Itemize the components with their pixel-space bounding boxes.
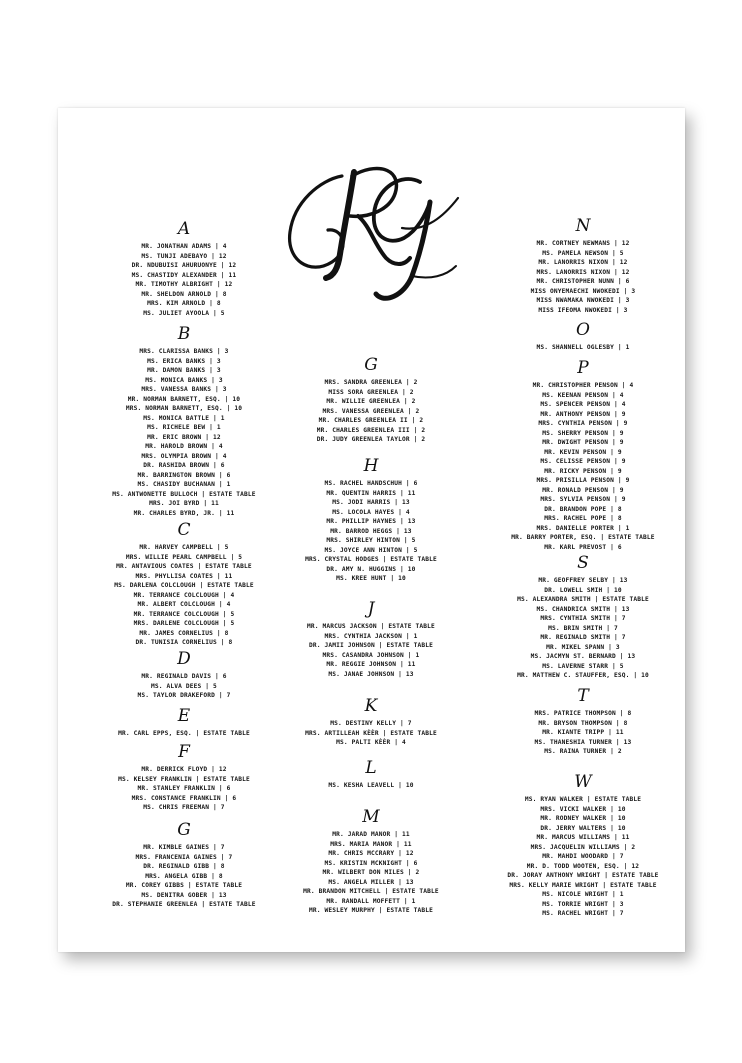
guest-entry: MR. SHELDON ARNOLD | 8 (141, 290, 227, 298)
guest-entry: MR. CHARLES GREENLEA II | 2 (318, 417, 424, 424)
guest-entry: MISS IFEOMA NWOKEDI | 3 (538, 306, 628, 314)
section-letter: K (364, 696, 378, 716)
guest-entry: MS. TAYLOR DRAKEFORD | 7 (137, 692, 231, 699)
section-letter: O (576, 320, 590, 340)
guest-entry: MRS. CYNTHIA SMITH | 7 (540, 615, 626, 622)
guest-entry: MS. RACHEL HANDSCHUH | 6 (324, 480, 418, 487)
guest-entry: MR. CHRISTOPHER NUNN | 6 (536, 278, 630, 285)
guest-entry: MS. JULIET AYOOLA | 5 (143, 309, 225, 317)
guest-entry: DR. JUDY GREENLEA TAYLOR | 2 (316, 436, 426, 443)
guest-entry: MS. PALTI KÈÈR | 4 (336, 739, 406, 746)
guest-entry: MR. MATTHEW C. STAUFFER, ESQ. | 10 (517, 672, 649, 679)
seating-chart-paper (58, 108, 685, 952)
guest-entry: MS. KREE HUNT | 10 (336, 575, 406, 582)
guest-entry: MRS. SYLVIA PENSON | 9 (540, 496, 626, 503)
guest-entry: MS. CHRIS FREEMAN | 7 (143, 804, 225, 811)
alpha-section (478, 218, 688, 315)
guest-entry: MRS. WILLIE PEARL CAMPBELL | 5 (125, 553, 243, 561)
guest-entry: MS. RICHELE BEW | 1 (147, 424, 221, 431)
guest-entry: MR. KIANTE TRIPP | 11 (542, 729, 624, 736)
guest-entry: MRS. KIM ARNOLD | 8 (147, 300, 221, 307)
guest-entry: MR. WESLEY MURPHY | ESTATE TABLE (308, 907, 433, 914)
guest-entry: MR. RANDALL MOFFETT | 1 (326, 897, 416, 905)
section-letter: L (365, 758, 377, 778)
guest-entry: MRS. ANGELA GIBB | 8 (145, 872, 223, 880)
guest-entry: MS. ALEXANDRA SMITH | ESTATE TABLE (517, 596, 649, 603)
guest-entry: MR. RONALD PENSON | 9 (542, 486, 624, 494)
guest-entry: DR. JAMII JOHNSON | ESTATE TABLE (308, 642, 433, 649)
alpha-section (478, 774, 688, 919)
guest-entry: MR. TIMOTHY ALBRIGHT | 12 (135, 281, 233, 288)
alpha-section (266, 458, 476, 584)
guest-entry: MRS. DARLENE COLCLOUGH | 5 (133, 620, 235, 627)
section-letter: G (177, 820, 191, 840)
guest-entry: MS. CELISSE PENSON | 9 (540, 458, 626, 465)
guest-entry: MR. REGINALD SMITH | 7 (540, 634, 626, 641)
alpha-section (79, 326, 289, 518)
section-letter: M (362, 807, 380, 827)
guest-entry: MISS ONYEMAECHI NWOKEDI | 3 (530, 287, 636, 295)
guest-entry: MS. ANGELA MILLER | 13 (328, 878, 414, 886)
guest-entry: DR. STEPHANIE GREENLEA | ESTATE TABLE (112, 901, 256, 908)
guest-entry: MR. ANTHONY PENSON | 9 (540, 410, 626, 418)
section-letter: G (364, 355, 378, 375)
guest-entry: MR. WILLIE GREENLEA | 2 (326, 398, 416, 405)
guest-entry: MS. CHASIDY BUCHANAN | 1 (137, 481, 231, 488)
guest-entry: MS. RACHEL WRIGHT | 7 (542, 910, 624, 917)
guest-entry: MRS. ARTILLEAH KÈÈR | ESTATE TABLE (305, 729, 437, 737)
guest-entry: MR. KIMBLE GAINES | 7 (143, 844, 225, 851)
guest-entry: MISS NWAMAKA NWOKEDI | 3 (536, 297, 630, 304)
guest-entry: MRS. PATRICE THOMPSON | 8 (534, 710, 632, 717)
guest-entry: MS. THANESHIA TURNER | 13 (534, 738, 632, 746)
guest-entry: MRS. VANESSA GREENLEA | 2 (322, 407, 420, 415)
guest-entry: MRS. MARIA MANOR | 11 (330, 840, 412, 848)
guest-entry: MS. PAMELA NEWSON | 5 (542, 249, 624, 257)
section-letter: C (177, 520, 191, 540)
guest-entry: MS. JACMYN ST. BERNARD | 13 (530, 653, 636, 660)
alpha-section (79, 744, 289, 813)
guest-entry: MRS. KELLY MARIE WRIGHT | ESTATE TABLE (509, 881, 657, 889)
section-letter: W (574, 772, 592, 792)
guest-entry: MR. RICKY PENSON | 9 (544, 467, 622, 475)
guest-entry: MR. JAMES CORNELIUS | 8 (139, 629, 229, 637)
guest-entry: MISS SORA GREENLEA | 2 (328, 388, 414, 396)
guest-entry: MR. JONATHAN ADAMS | 4 (141, 243, 227, 250)
rg-monogram-logo (280, 158, 466, 308)
guest-entry: MR. MARCUS WILLIAMS | 11 (536, 834, 630, 841)
guest-entry: MS. SPENCER PENSON | 4 (540, 401, 626, 408)
section-letter: N (575, 216, 591, 236)
guest-entry: MR. TERRANCE COLCLOUGH | 5 (133, 610, 235, 618)
guest-entry: MR. MIKEL SPANN | 3 (546, 643, 620, 651)
guest-entry: MR. ALBERT COLCLOUGH | 4 (137, 601, 231, 608)
alpha-section (478, 322, 688, 353)
guest-entry: MS. ANTWONETTE BULLOCH | ESTATE TABLE (112, 490, 256, 498)
section-letter: H (363, 456, 379, 476)
guest-entry: MS. KRISTIN MCKNIGHT | 6 (324, 859, 418, 867)
guest-entry: MRS. JACQUELIN WILLIAMS | 2 (530, 843, 636, 851)
alpha-section (478, 360, 688, 552)
guest-entry: MR. DWIGHT PENSON | 9 (542, 439, 624, 446)
guest-entry: DR. JORAY ANTHONY WRIGHT | ESTATE TABLE (507, 872, 659, 879)
alpha-section (79, 221, 289, 318)
guest-entry: MR. REGGIE JOHNSON | 11 (326, 661, 416, 668)
guest-entry: MS. DESTINY KELLY | 7 (330, 720, 412, 727)
guest-entry: MS. RYAN WALKER | ESTATE TABLE (524, 796, 642, 803)
guest-entry: MR. ANTAVIOUS COATES | ESTATE TABLE (116, 563, 252, 570)
guest-entry: MR. LANORRIS NIXON | 12 (538, 259, 628, 266)
guest-entry: MRS. PHYLLISA COATES | 11 (135, 572, 233, 580)
guest-entry: MS. JODI HARRIS | 13 (332, 499, 410, 506)
guest-entry: MS. JOYCE ANN HINTON | 5 (324, 546, 418, 554)
section-letter: T (577, 686, 589, 706)
guest-entry: MR. STANLEY FRANKLIN | 6 (137, 785, 231, 792)
guest-entry: MRS. FRANCENIA GAINES | 7 (135, 853, 233, 861)
guest-entry: DR. REGINALD GIBB | 8 (143, 863, 225, 870)
guest-entry: MS. DENITRA GOBER | 13 (141, 891, 227, 899)
guest-entry: MR. CORTNEY NEWMANS | 12 (536, 240, 630, 247)
guest-entry: MR. BARROD HEGGS | 13 (330, 527, 412, 535)
guest-entry: MRS. SANDRA GREENLEA | 2 (324, 379, 418, 386)
guest-entry: MR. KEVIN PENSON | 9 (544, 448, 622, 456)
alpha-section (266, 760, 476, 791)
alpha-section (79, 522, 289, 648)
guest-entry: MR. NORMAN BARNETT, ESQ. | 10 (127, 395, 241, 403)
guest-entry: MS. MONICA BANKS | 3 (145, 376, 223, 384)
guest-entry: MR. MAHDI WOODARD | 7 (542, 853, 624, 860)
guest-entry: MRS. RACHEL POPE | 8 (544, 515, 622, 522)
guest-entry: MR. D. TODD WOOTEN, ESQ. | 12 (526, 862, 640, 870)
guest-entry: MS. TUNJI ADEBAYO | 12 (141, 252, 227, 260)
guest-entry: MR. CHRIS MCCRARY | 12 (328, 850, 414, 857)
guest-entry: MR. REGINALD DAVIS | 6 (141, 673, 227, 680)
guest-entry: MRS. DANIELLE PORTER | 1 (536, 524, 630, 532)
guest-entry: MR. CHARLES BYRD, JR. | 11 (133, 509, 235, 517)
guest-entry: MS. KEENAN PENSON | 4 (542, 391, 624, 399)
guest-entry: MR. CHARLES GREENLEA III | 2 (316, 426, 426, 434)
guest-entry: MRS. OLYMPIA BROWN | 4 (141, 452, 227, 460)
guest-entry: MS. CHASTIDY ALEXANDER | 11 (131, 271, 237, 279)
section-letter: P (577, 358, 589, 378)
guest-entry: MR. QUENTIN HARRIS | 11 (326, 489, 416, 497)
guest-entry: MS. DARLENA COLCLOUGH | ESTATE TABLE (114, 582, 254, 589)
guest-entry: MS. ALVA DEES | 5 (151, 682, 217, 690)
guest-entry: MR. PHILLIP HAYNES | 13 (326, 518, 416, 525)
guest-entry: DR. AMY N. HUGGINS | 10 (326, 565, 416, 573)
guest-entry: MR. BRANDON MITCHELL | ESTATE TABLE (303, 888, 439, 895)
alpha-section (266, 601, 476, 679)
guest-entry: MS. SHERRY PENSON | 9 (542, 429, 624, 437)
guest-entry: MRS. CONSTANCE FRANKLIN | 6 (131, 794, 237, 802)
guest-entry: MRS. CYNTHIA PENSON | 9 (538, 420, 628, 427)
guest-entry: MR. BRYSON THOMPSON | 8 (538, 719, 628, 727)
section-letter: E (177, 706, 191, 726)
guest-entry: DR. TUNISIA CORNELIUS | 8 (135, 639, 233, 646)
guest-entry: MS. KELSEY FRANKLIN | ESTATE TABLE (118, 775, 250, 783)
guest-entry: DR. BRANDON POPE | 8 (544, 505, 622, 513)
guest-entry: MR. DERRICK FLOYD | 12 (141, 766, 227, 773)
guest-entry: MRS. CYNTHIA JACKSON | 1 (324, 632, 418, 640)
guest-entry: MR. BARRINGTON BROWN | 6 (137, 471, 231, 479)
alpha-section (266, 698, 476, 748)
alpha-section (79, 708, 289, 739)
guest-entry: DR. RASHIDA BROWN | 6 (143, 462, 225, 469)
section-letter: S (577, 553, 589, 573)
alpha-section (266, 357, 476, 445)
guest-entry: MR. WILBERT DON MILES | 2 (322, 869, 420, 876)
guest-entry: MR. JARAD MANOR | 11 (332, 831, 410, 838)
alpha-section (478, 555, 688, 681)
guest-entry: MR. COREY GIBBS | ESTATE TABLE (125, 882, 243, 889)
guest-entry: MS. SHANNELL OGLESBY | 1 (536, 344, 630, 351)
guest-entry: MS. TORRIE WRIGHT | 3 (542, 900, 624, 908)
guest-entry: MRS. VANESSA BANKS | 3 (141, 386, 227, 393)
guest-entry: DR. LOWELL SMIH | 10 (544, 586, 622, 594)
guest-entry: MRS. JOI BYRD | 11 (149, 500, 219, 507)
guest-entry: MRS. CLARISSA BANKS | 3 (139, 348, 229, 355)
guest-entry: MR. KARL PREVOST | 6 (544, 543, 622, 551)
section-letter: D (177, 649, 191, 669)
section-letter: J (367, 599, 375, 619)
guest-entry: MRS. VICKI WALKER | 10 (540, 805, 626, 813)
guest-entry: DR. JERRY WALTERS | 10 (540, 824, 626, 832)
guest-entry: MS. BRIN SMITH | 7 (548, 624, 618, 632)
alpha-section (266, 809, 476, 916)
guest-entry: MS. CHANDRICA SMITH | 13 (536, 605, 630, 613)
guest-entry: MS. KESHA LEAVELL | 10 (328, 782, 414, 789)
alpha-section (79, 651, 289, 701)
guest-entry: DR. NDUBUISI AHURUONYE | 12 (131, 262, 237, 269)
guest-entry: MS. RAINA TURNER | 2 (544, 748, 622, 755)
guest-entry: MR. HARVEY CAMPBELL | 5 (139, 544, 229, 551)
guest-entry: MRS. CASANDRA JOHNSON | 1 (322, 651, 420, 659)
guest-entry: MRS. NORMAN BARNETT, ESQ. | 10 (125, 405, 243, 412)
guest-entry: MR. ERIC BROWN | 12 (147, 433, 221, 441)
guest-entry: MS. NICOLE WRIGHT | 1 (542, 891, 624, 898)
guest-entry: MS. LAVERNE STARR | 5 (542, 662, 624, 670)
alpha-section (79, 822, 289, 910)
guest-entry: MR. BARRY PORTER, ESQ. | ESTATE TABLE (511, 534, 655, 541)
guest-entry: MR. MARCUS JACKSON | ESTATE TABLE (307, 623, 435, 630)
guest-entry: MR. HAROLD BROWN | 4 (145, 443, 223, 450)
guest-entry: MR. TERRANCE COLCLOUGH | 4 (133, 591, 235, 599)
guest-entry: MS. MONICA BATTLE | 1 (143, 414, 225, 422)
guest-entry: MRS. CRYSTAL HODGES | ESTATE TABLE (305, 556, 437, 563)
alpha-section (478, 688, 688, 757)
guest-entry: MS. LOCOLA HAYES | 4 (332, 508, 410, 516)
section-letter: B (177, 324, 191, 344)
guest-entry: MR. DAMON BANKS | 3 (147, 367, 221, 374)
guest-entry: MRS. LANORRIS NIXON | 12 (536, 268, 630, 276)
guest-entry: MRS. SHIRLEY HINTON | 5 (326, 537, 416, 544)
guest-entry: MR. CHRISTOPHER PENSON | 4 (532, 382, 634, 389)
guest-entry: MR. CARL EPPS, ESQ. | ESTATE TABLE (118, 730, 250, 737)
guest-entry: MRS. PRISILLA PENSON | 9 (536, 477, 630, 484)
guest-entry: MR. RODNEY WALKER | 10 (540, 815, 626, 822)
guest-entry: MS. JANAE JOHNSON | 13 (328, 670, 414, 678)
guest-entry: MS. ERICA BANKS | 3 (147, 357, 221, 365)
guest-entry: MR. GEOFFREY SELBY | 13 (538, 577, 628, 584)
section-letter: F (178, 742, 190, 762)
section-letter: A (177, 219, 191, 239)
